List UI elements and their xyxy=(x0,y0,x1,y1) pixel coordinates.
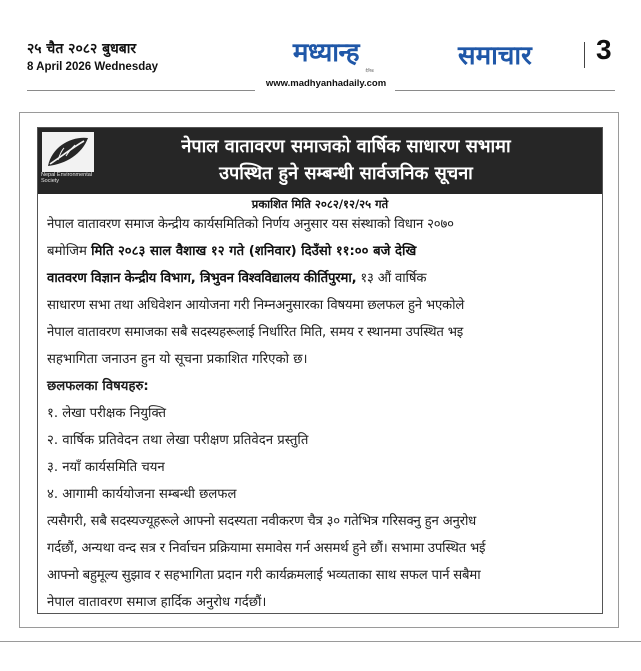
leaf-logo-icon xyxy=(42,132,94,172)
publish-date: प्रकाशित मिति २०८२/१२/२५ गते xyxy=(251,197,389,211)
masthead-logo: मध्यान्ह xyxy=(292,38,360,68)
agenda-list xyxy=(47,400,597,508)
masthead-tagline: दैनिक xyxy=(365,68,374,73)
closing-line: आफ्नो बहुमूल्य सुझाव र सहभागिता प्रदान गरी कार्यक्रमलाई भव्यताका साथ सफल पार्न सबैमा xyxy=(47,568,481,583)
intro-text: १३ औं वार्षिक xyxy=(360,271,427,286)
intro-line: नेपाल वातावरण समाज केन्द्रीय कार्यसमितिको निर्णय अनुसार यस संस्थाको विधान २०७० xyxy=(47,217,454,232)
notice-title-line2: उपस्थित हुने सम्बन्धी सार्वजनिक सूचना xyxy=(219,163,473,184)
date-english: 8 April 2026 Wednesday xyxy=(27,61,159,73)
masthead xyxy=(258,38,394,89)
intro-line xyxy=(47,238,597,265)
section-separator xyxy=(584,42,585,68)
logo-caption: Nepal Environmental Society xyxy=(41,172,93,184)
website-url: www.madhyanhadaily.com xyxy=(265,78,387,89)
agenda-heading: छलफलका विषयहरु: xyxy=(47,379,149,394)
closing-line: नेपाल वातावरण समाज हार्दिक अनुरोध गर्दछौं। xyxy=(47,595,267,610)
intro-line xyxy=(47,265,597,292)
closing-paragraph xyxy=(47,508,597,616)
agenda-item: १. लेखा परीक्षक नियुक्ति xyxy=(47,406,167,421)
page-bottom-rule xyxy=(0,641,641,642)
notice-body xyxy=(47,211,597,616)
intro-line: नेपाल वातावरण समाजका सबै सदस्यहरूलाई निर्धारित मिति, समय र स्थानमा उपस्थित भइ xyxy=(47,325,464,340)
notice-title-line1: नेपाल वातावरण समाजको वार्षिक साधारण सभामा xyxy=(181,136,511,157)
agenda-item: ३. नयाँ कार्यसमिति चयन xyxy=(47,460,165,475)
closing-line: गर्दछौं, अन्यथा वन्द सत्र र निर्वाचन प्रक्रियामा समावेस गर्न असमर्थ हुने छौं। सभामा उपस्थित भई xyxy=(47,541,486,556)
intro-line: सहभागिता जनाउन हुन यो सूचना प्रकाशित गरिएको छ। xyxy=(47,352,308,367)
header-rule-left xyxy=(27,90,255,91)
section-name: समाचार xyxy=(458,41,532,71)
notice-title-bar xyxy=(38,128,602,194)
intro-text: बमोजिम xyxy=(47,244,87,259)
meeting-date-time: मिति २०८३ साल वैशाख १२ गते (शनिवार) दिउँसो ११:०० बजे देखि xyxy=(91,244,417,259)
closing-line: त्यसैगरी, सबै सदस्यज्यूहरूले आफ्नो सदस्यता नवीकरण चैत्र ३० गतेभित्र गरिसक्नु हुन अनुरोध xyxy=(47,514,477,529)
header-rule-right xyxy=(395,90,615,91)
page-number: 3 xyxy=(596,34,612,65)
newspaper-header xyxy=(0,0,641,105)
intro-line: साधारण सभा तथा अधिवेशन आयोजना गरी निम्नअनुसारका विषयमा छलफल हुने भएकोले xyxy=(47,298,465,313)
date-nepali: २५ चैत २०८२ बुधबार xyxy=(27,41,137,57)
public-notice xyxy=(37,127,603,614)
agenda-item: २. वार्षिक प्रतिवेदन तथा लेखा परीक्षण प्रतिवेदन प्रस्तुति xyxy=(47,433,309,448)
meeting-venue: वातवरण विज्ञान केन्द्रीय विभाग, त्रिभुवन विश्वविद्यालय कीर्तिपुरमा, xyxy=(47,271,357,286)
agenda-item: ४. आगामी कार्ययोजना सम्बन्धी छलफल xyxy=(47,487,237,502)
intro-paragraph xyxy=(47,211,597,373)
